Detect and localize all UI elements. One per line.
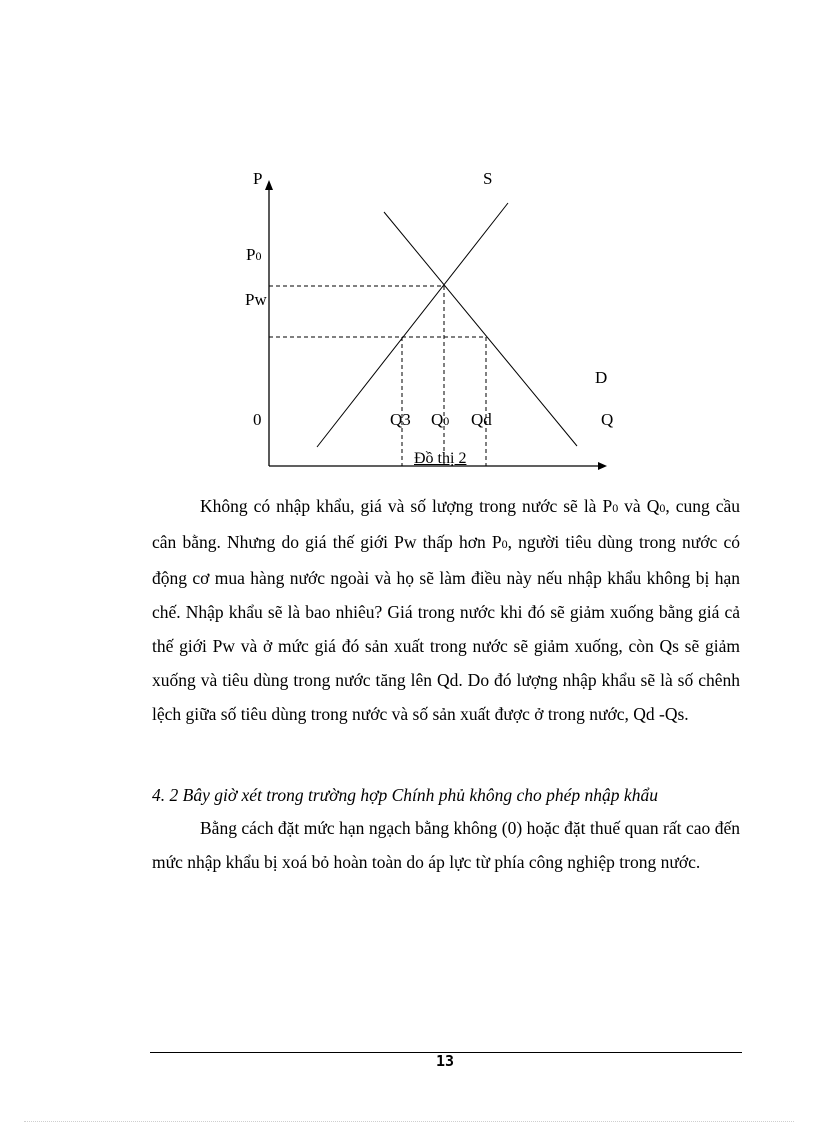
q3-label: Q3 bbox=[390, 410, 411, 429]
paragraph-import-analysis bbox=[152, 489, 740, 731]
p0-sub: 0 bbox=[255, 249, 262, 263]
section-heading: 4. 2 Bây giờ xét trong trường hợp Chính phủ không cho phép nhập khẩu bbox=[152, 785, 658, 805]
p-axis-arrowhead bbox=[265, 180, 273, 190]
q0-label bbox=[431, 410, 449, 431]
p0-main: P bbox=[246, 245, 256, 264]
para1-text-4: , người tiêu dùng trong nước có động cơ mua hàng nước ngoài và họ sẽ làm điều này nếu nhập khẩu không bị hạn chế. Nhập khẩu sẽ là bao nhiêu? Giá trong nước khi đó sẽ giảm xuống bằng giá cả thế giới Pw và ở mức giá đó sản xuất trong nước sẽ giảm xuống, còn Qs sẽ giảm xuống và tiêu dùng trong nước tăng lên Qd. Do đó lượng nhập khẩu sẽ là số chênh lệch giữa số tiêu dùng trong nước và số sản xuất được ở trong nước, Qd -Qs. bbox=[152, 532, 740, 724]
origin-label: 0 bbox=[253, 410, 262, 429]
page-number: 13 bbox=[436, 1052, 455, 1070]
demand-label: D bbox=[595, 368, 608, 387]
q-axis-arrowhead bbox=[598, 462, 607, 470]
para1-text-2: và Q bbox=[618, 496, 660, 516]
para1-sub-2: 0 bbox=[659, 501, 666, 515]
p0-label bbox=[246, 245, 261, 266]
qd-label: Qd bbox=[471, 410, 492, 429]
q0-main: Q bbox=[431, 410, 444, 429]
para1-sub-3: 0 bbox=[501, 537, 508, 551]
graph-caption: Đồ thị 2 bbox=[414, 450, 467, 467]
q0-sub: 0 bbox=[443, 414, 450, 428]
para1-text-3: , cung cầu cân bằng. Nhưng do giá thế giới Pw thấp hơn P bbox=[152, 496, 741, 552]
para1-sub-1: 0 bbox=[612, 501, 619, 515]
paragraph-no-import: Bằng cách đặt mức hạn ngạch bằng không (0) hoặc đặt thuế quan rất cao đến mức nhập khẩu bị xoá bỏ hoàn toàn do áp lực từ phía công nghiệp trong nước. bbox=[152, 818, 740, 872]
q-axis-label: Q bbox=[601, 410, 614, 429]
para1-text-1: Không có nhập khẩu, giá và số lượng trong nước sẽ là P bbox=[200, 496, 613, 516]
pw-label: Pw bbox=[245, 290, 267, 309]
p-axis-label: P bbox=[253, 169, 263, 188]
page-bottom-border bbox=[24, 1121, 794, 1122]
supply-label: S bbox=[483, 169, 493, 188]
